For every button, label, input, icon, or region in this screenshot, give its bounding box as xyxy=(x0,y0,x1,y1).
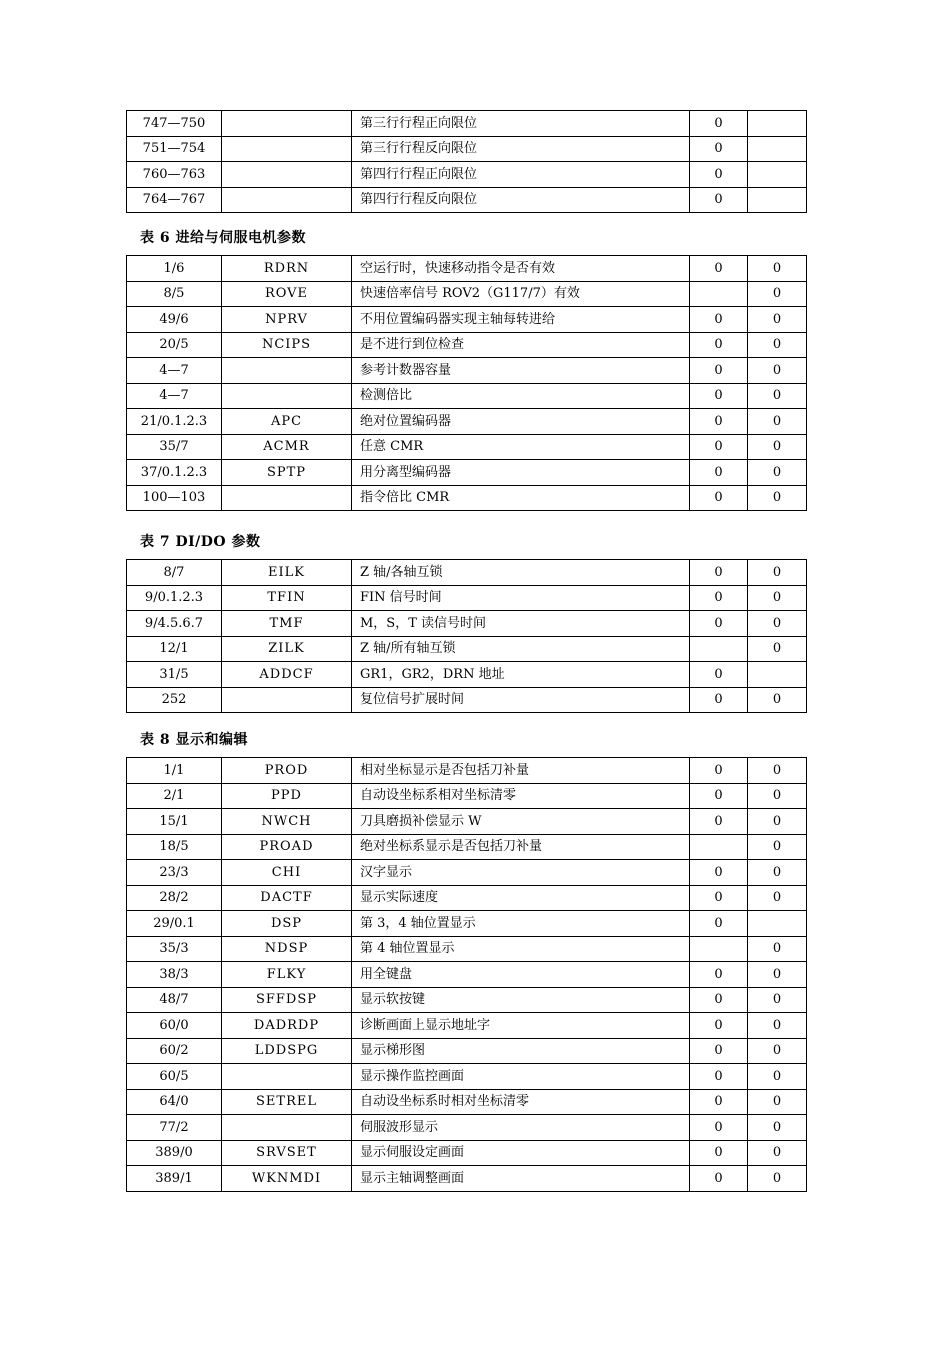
cell: ADDCF xyxy=(222,662,352,688)
table-row xyxy=(127,358,807,384)
cell: 0 xyxy=(748,1140,807,1166)
cell: TMF xyxy=(222,611,352,637)
table-row xyxy=(127,187,807,213)
cell: 0 xyxy=(690,911,748,937)
cell: GR1，GR2，DRN 地址 xyxy=(352,662,690,688)
cell xyxy=(690,936,748,962)
cell: 0 xyxy=(690,560,748,586)
cell: 0 xyxy=(690,1064,748,1090)
table8-display-edit-params xyxy=(126,757,807,1192)
cell: 35/7 xyxy=(127,434,222,460)
cell: 不用位置编码器实现主轴每转进给 xyxy=(352,307,690,333)
cell: 9/0.1.2.3 xyxy=(127,585,222,611)
cell: M，S，T 读信号时间 xyxy=(352,611,690,637)
cell: NPRV xyxy=(222,307,352,333)
cell: 显示软按键 xyxy=(352,987,690,1013)
table-row xyxy=(127,1166,807,1192)
cell: SRVSET xyxy=(222,1140,352,1166)
cell xyxy=(690,281,748,307)
cell: 0 xyxy=(748,687,807,713)
cell: RDRN xyxy=(222,256,352,282)
table-row xyxy=(127,962,807,988)
cell: 0 xyxy=(690,987,748,1013)
cell: 389/0 xyxy=(127,1140,222,1166)
cell: 是不进行到位检查 xyxy=(352,332,690,358)
cell: 760—763 xyxy=(127,162,222,188)
cell: 0 xyxy=(690,434,748,460)
cell: 0 xyxy=(748,1064,807,1090)
cell: 0 xyxy=(748,758,807,784)
cell: 60/0 xyxy=(127,1013,222,1039)
cell: 0 xyxy=(690,256,748,282)
cell: 0 xyxy=(748,256,807,282)
cell: 0 xyxy=(748,611,807,637)
cell: 0 xyxy=(690,1115,748,1141)
cell: 0 xyxy=(748,307,807,333)
cell: PROAD xyxy=(222,834,352,860)
cell: APC xyxy=(222,409,352,435)
cell: 29/0.1 xyxy=(127,911,222,937)
cell: 0 xyxy=(748,885,807,911)
cell: NDSP xyxy=(222,936,352,962)
cell: 显示主轴调整画面 xyxy=(352,1166,690,1192)
cell: 37/0.1.2.3 xyxy=(127,460,222,486)
cell: 0 xyxy=(748,936,807,962)
cell: 0 xyxy=(690,783,748,809)
cell xyxy=(748,111,807,137)
cell: WKNMDI xyxy=(222,1166,352,1192)
cell: 18/5 xyxy=(127,834,222,860)
cell: 第四行行程反向限位 xyxy=(352,187,690,213)
cell xyxy=(222,136,352,162)
table8-caption: 表 8 显示和编辑 xyxy=(140,732,248,748)
cell: 0 xyxy=(690,162,748,188)
cell: 0 xyxy=(690,1038,748,1064)
cell: FIN 信号时间 xyxy=(352,585,690,611)
cell: 第 4 轴位置显示 xyxy=(352,936,690,962)
cell: 0 xyxy=(748,332,807,358)
cell: 0 xyxy=(690,1166,748,1192)
cell: SETREL xyxy=(222,1089,352,1115)
cell: 0 xyxy=(748,383,807,409)
cell: 751—754 xyxy=(127,136,222,162)
cell: 绝对位置编码器 xyxy=(352,409,690,435)
table-row xyxy=(127,1013,807,1039)
cell: 0 xyxy=(748,834,807,860)
cell: 0 xyxy=(748,1038,807,1064)
cell: 显示伺服设定画面 xyxy=(352,1140,690,1166)
cell: 0 xyxy=(690,136,748,162)
cell xyxy=(748,662,807,688)
cell: 0 xyxy=(748,636,807,662)
cell: 空运行时，快速移动指令是否有效 xyxy=(352,256,690,282)
table-row xyxy=(127,1140,807,1166)
cell: 0 xyxy=(690,662,748,688)
cell: 0 xyxy=(690,1140,748,1166)
cell: 显示操作监控画面 xyxy=(352,1064,690,1090)
cell: 60/5 xyxy=(127,1064,222,1090)
cell: 参考计数器容量 xyxy=(352,358,690,384)
cell: 0 xyxy=(748,460,807,486)
cell: 35/3 xyxy=(127,936,222,962)
cell: ZILK xyxy=(222,636,352,662)
cell: 0 xyxy=(748,434,807,460)
table-row xyxy=(127,409,807,435)
cell: 20/5 xyxy=(127,332,222,358)
cell: 用分离型编码器 xyxy=(352,460,690,486)
table-row xyxy=(127,136,807,162)
cell: 第三行行程反向限位 xyxy=(352,136,690,162)
table-row xyxy=(127,1038,807,1064)
table6-feed-servo-params xyxy=(126,255,807,511)
cell: 检测倍比 xyxy=(352,383,690,409)
cell: 4—7 xyxy=(127,358,222,384)
cell xyxy=(748,162,807,188)
cell: 8/7 xyxy=(127,560,222,586)
cell: 0 xyxy=(690,460,748,486)
cell: 64/0 xyxy=(127,1089,222,1115)
cell xyxy=(222,485,352,511)
cell: 0 xyxy=(690,585,748,611)
table6-caption: 表 6 进给与伺服电机参数 xyxy=(140,230,306,246)
cell: 12/1 xyxy=(127,636,222,662)
cell: 第四行行程正向限位 xyxy=(352,162,690,188)
cell: 49/6 xyxy=(127,307,222,333)
cell: 0 xyxy=(690,111,748,137)
cell: 9/4.5.6.7 xyxy=(127,611,222,637)
cell: 0 xyxy=(748,962,807,988)
cell: 相对坐标显示是否包括刀补量 xyxy=(352,758,690,784)
table-row xyxy=(127,1064,807,1090)
table-row xyxy=(127,758,807,784)
cell xyxy=(690,636,748,662)
cell: TFIN xyxy=(222,585,352,611)
table-row xyxy=(127,307,807,333)
table-row xyxy=(127,1089,807,1115)
cell: PPD xyxy=(222,783,352,809)
cell: 0 xyxy=(690,332,748,358)
cell: 2/1 xyxy=(127,783,222,809)
cell: 48/7 xyxy=(127,987,222,1013)
cell: 1/6 xyxy=(127,256,222,282)
cell xyxy=(222,383,352,409)
cell: 0 xyxy=(690,962,748,988)
table-row xyxy=(127,485,807,511)
cell: ROVE xyxy=(222,281,352,307)
cell: 0 xyxy=(748,585,807,611)
cell: 0 xyxy=(690,809,748,835)
cell: 0 xyxy=(748,485,807,511)
cell: SFFDSP xyxy=(222,987,352,1013)
table-row xyxy=(127,256,807,282)
table-row xyxy=(127,111,807,137)
cell: CHI xyxy=(222,860,352,886)
table-row xyxy=(127,834,807,860)
cell xyxy=(748,187,807,213)
cell: DSP xyxy=(222,911,352,937)
cell: ACMR xyxy=(222,434,352,460)
cell xyxy=(222,1115,352,1141)
cell: DADRDP xyxy=(222,1013,352,1039)
cell: 0 xyxy=(690,485,748,511)
cell: 伺服波形显示 xyxy=(352,1115,690,1141)
cell: 0 xyxy=(690,187,748,213)
table-row xyxy=(127,281,807,307)
table-row xyxy=(127,936,807,962)
table-row xyxy=(127,783,807,809)
cell xyxy=(222,162,352,188)
cell: SPTP xyxy=(222,460,352,486)
cell: 8/5 xyxy=(127,281,222,307)
cell xyxy=(222,111,352,137)
table-row xyxy=(127,885,807,911)
cell: 快速倍率信号 ROV2（G117/7）有效 xyxy=(352,281,690,307)
cell xyxy=(222,358,352,384)
cell: Z 轴/所有轴互锁 xyxy=(352,636,690,662)
cell: 0 xyxy=(748,358,807,384)
table-row xyxy=(127,1115,807,1141)
table-row xyxy=(127,434,807,460)
cell: NCIPS xyxy=(222,332,352,358)
cell: 0 xyxy=(748,1013,807,1039)
cell: 0 xyxy=(690,383,748,409)
cell: 汉字显示 xyxy=(352,860,690,886)
cell: 显示梯形图 xyxy=(352,1038,690,1064)
cell: 21/0.1.2.3 xyxy=(127,409,222,435)
cell: 绝对坐标系显示是否包括刀补量 xyxy=(352,834,690,860)
table7-caption: 表 7 DI/DO 参数 xyxy=(140,534,261,550)
cell: 0 xyxy=(690,687,748,713)
cell: 4—7 xyxy=(127,383,222,409)
cell: DACTF xyxy=(222,885,352,911)
cell: Z 轴/各轴互锁 xyxy=(352,560,690,586)
cell: 0 xyxy=(748,860,807,886)
cell: NWCH xyxy=(222,809,352,835)
table-row xyxy=(127,662,807,688)
cell: 0 xyxy=(748,1089,807,1115)
cell: 自动设坐标系相对坐标清零 xyxy=(352,783,690,809)
cell xyxy=(690,834,748,860)
cell: 0 xyxy=(690,358,748,384)
cell xyxy=(748,911,807,937)
cell: 任意 CMR xyxy=(352,434,690,460)
cell: 0 xyxy=(690,860,748,886)
cell: 28/2 xyxy=(127,885,222,911)
cell: 15/1 xyxy=(127,809,222,835)
cell xyxy=(222,687,352,713)
cell: 0 xyxy=(748,409,807,435)
cell: 747—750 xyxy=(127,111,222,137)
cell: 0 xyxy=(690,758,748,784)
cell: 用全键盘 xyxy=(352,962,690,988)
cell: 764—767 xyxy=(127,187,222,213)
cell: PROD xyxy=(222,758,352,784)
cell: EILK xyxy=(222,560,352,586)
table-row xyxy=(127,162,807,188)
table-top-stroke-limits xyxy=(126,110,807,213)
cell: LDDSPG xyxy=(222,1038,352,1064)
cell: 1/1 xyxy=(127,758,222,784)
cell: 0 xyxy=(748,987,807,1013)
cell: 100—103 xyxy=(127,485,222,511)
table-row xyxy=(127,687,807,713)
cell: 第三行行程正向限位 xyxy=(352,111,690,137)
table7-di-do-params xyxy=(126,559,807,713)
table-row xyxy=(127,636,807,662)
cell: 252 xyxy=(127,687,222,713)
cell: 0 xyxy=(748,1115,807,1141)
cell: 显示实际速度 xyxy=(352,885,690,911)
cell: 0 xyxy=(748,560,807,586)
cell: 0 xyxy=(690,1089,748,1115)
table-row xyxy=(127,560,807,586)
cell: 389/1 xyxy=(127,1166,222,1192)
cell xyxy=(748,136,807,162)
cell: 指令倍比 CMR xyxy=(352,485,690,511)
cell: 38/3 xyxy=(127,962,222,988)
cell: 诊断画面上显示地址字 xyxy=(352,1013,690,1039)
cell: 刀具磨损补偿显示 W xyxy=(352,809,690,835)
cell: 0 xyxy=(690,1013,748,1039)
table-row xyxy=(127,987,807,1013)
cell: 0 xyxy=(690,409,748,435)
cell: 0 xyxy=(690,611,748,637)
table-row xyxy=(127,460,807,486)
table-row xyxy=(127,332,807,358)
cell: 自动设坐标系时相对坐标清零 xyxy=(352,1089,690,1115)
cell: FLKY xyxy=(222,962,352,988)
cell: 0 xyxy=(690,885,748,911)
cell: 0 xyxy=(748,809,807,835)
cell: 第 3，4 轴位置显示 xyxy=(352,911,690,937)
table-row xyxy=(127,585,807,611)
cell: 复位信号扩展时间 xyxy=(352,687,690,713)
table-row xyxy=(127,611,807,637)
cell: 60/2 xyxy=(127,1038,222,1064)
cell: 31/5 xyxy=(127,662,222,688)
cell: 0 xyxy=(690,307,748,333)
cell: 0 xyxy=(748,281,807,307)
cell: 23/3 xyxy=(127,860,222,886)
table-row xyxy=(127,860,807,886)
table-row xyxy=(127,383,807,409)
cell xyxy=(222,1064,352,1090)
cell: 0 xyxy=(748,783,807,809)
cell xyxy=(222,187,352,213)
table-row xyxy=(127,809,807,835)
cell: 77/2 xyxy=(127,1115,222,1141)
table-row xyxy=(127,911,807,937)
cell: 0 xyxy=(748,1166,807,1192)
